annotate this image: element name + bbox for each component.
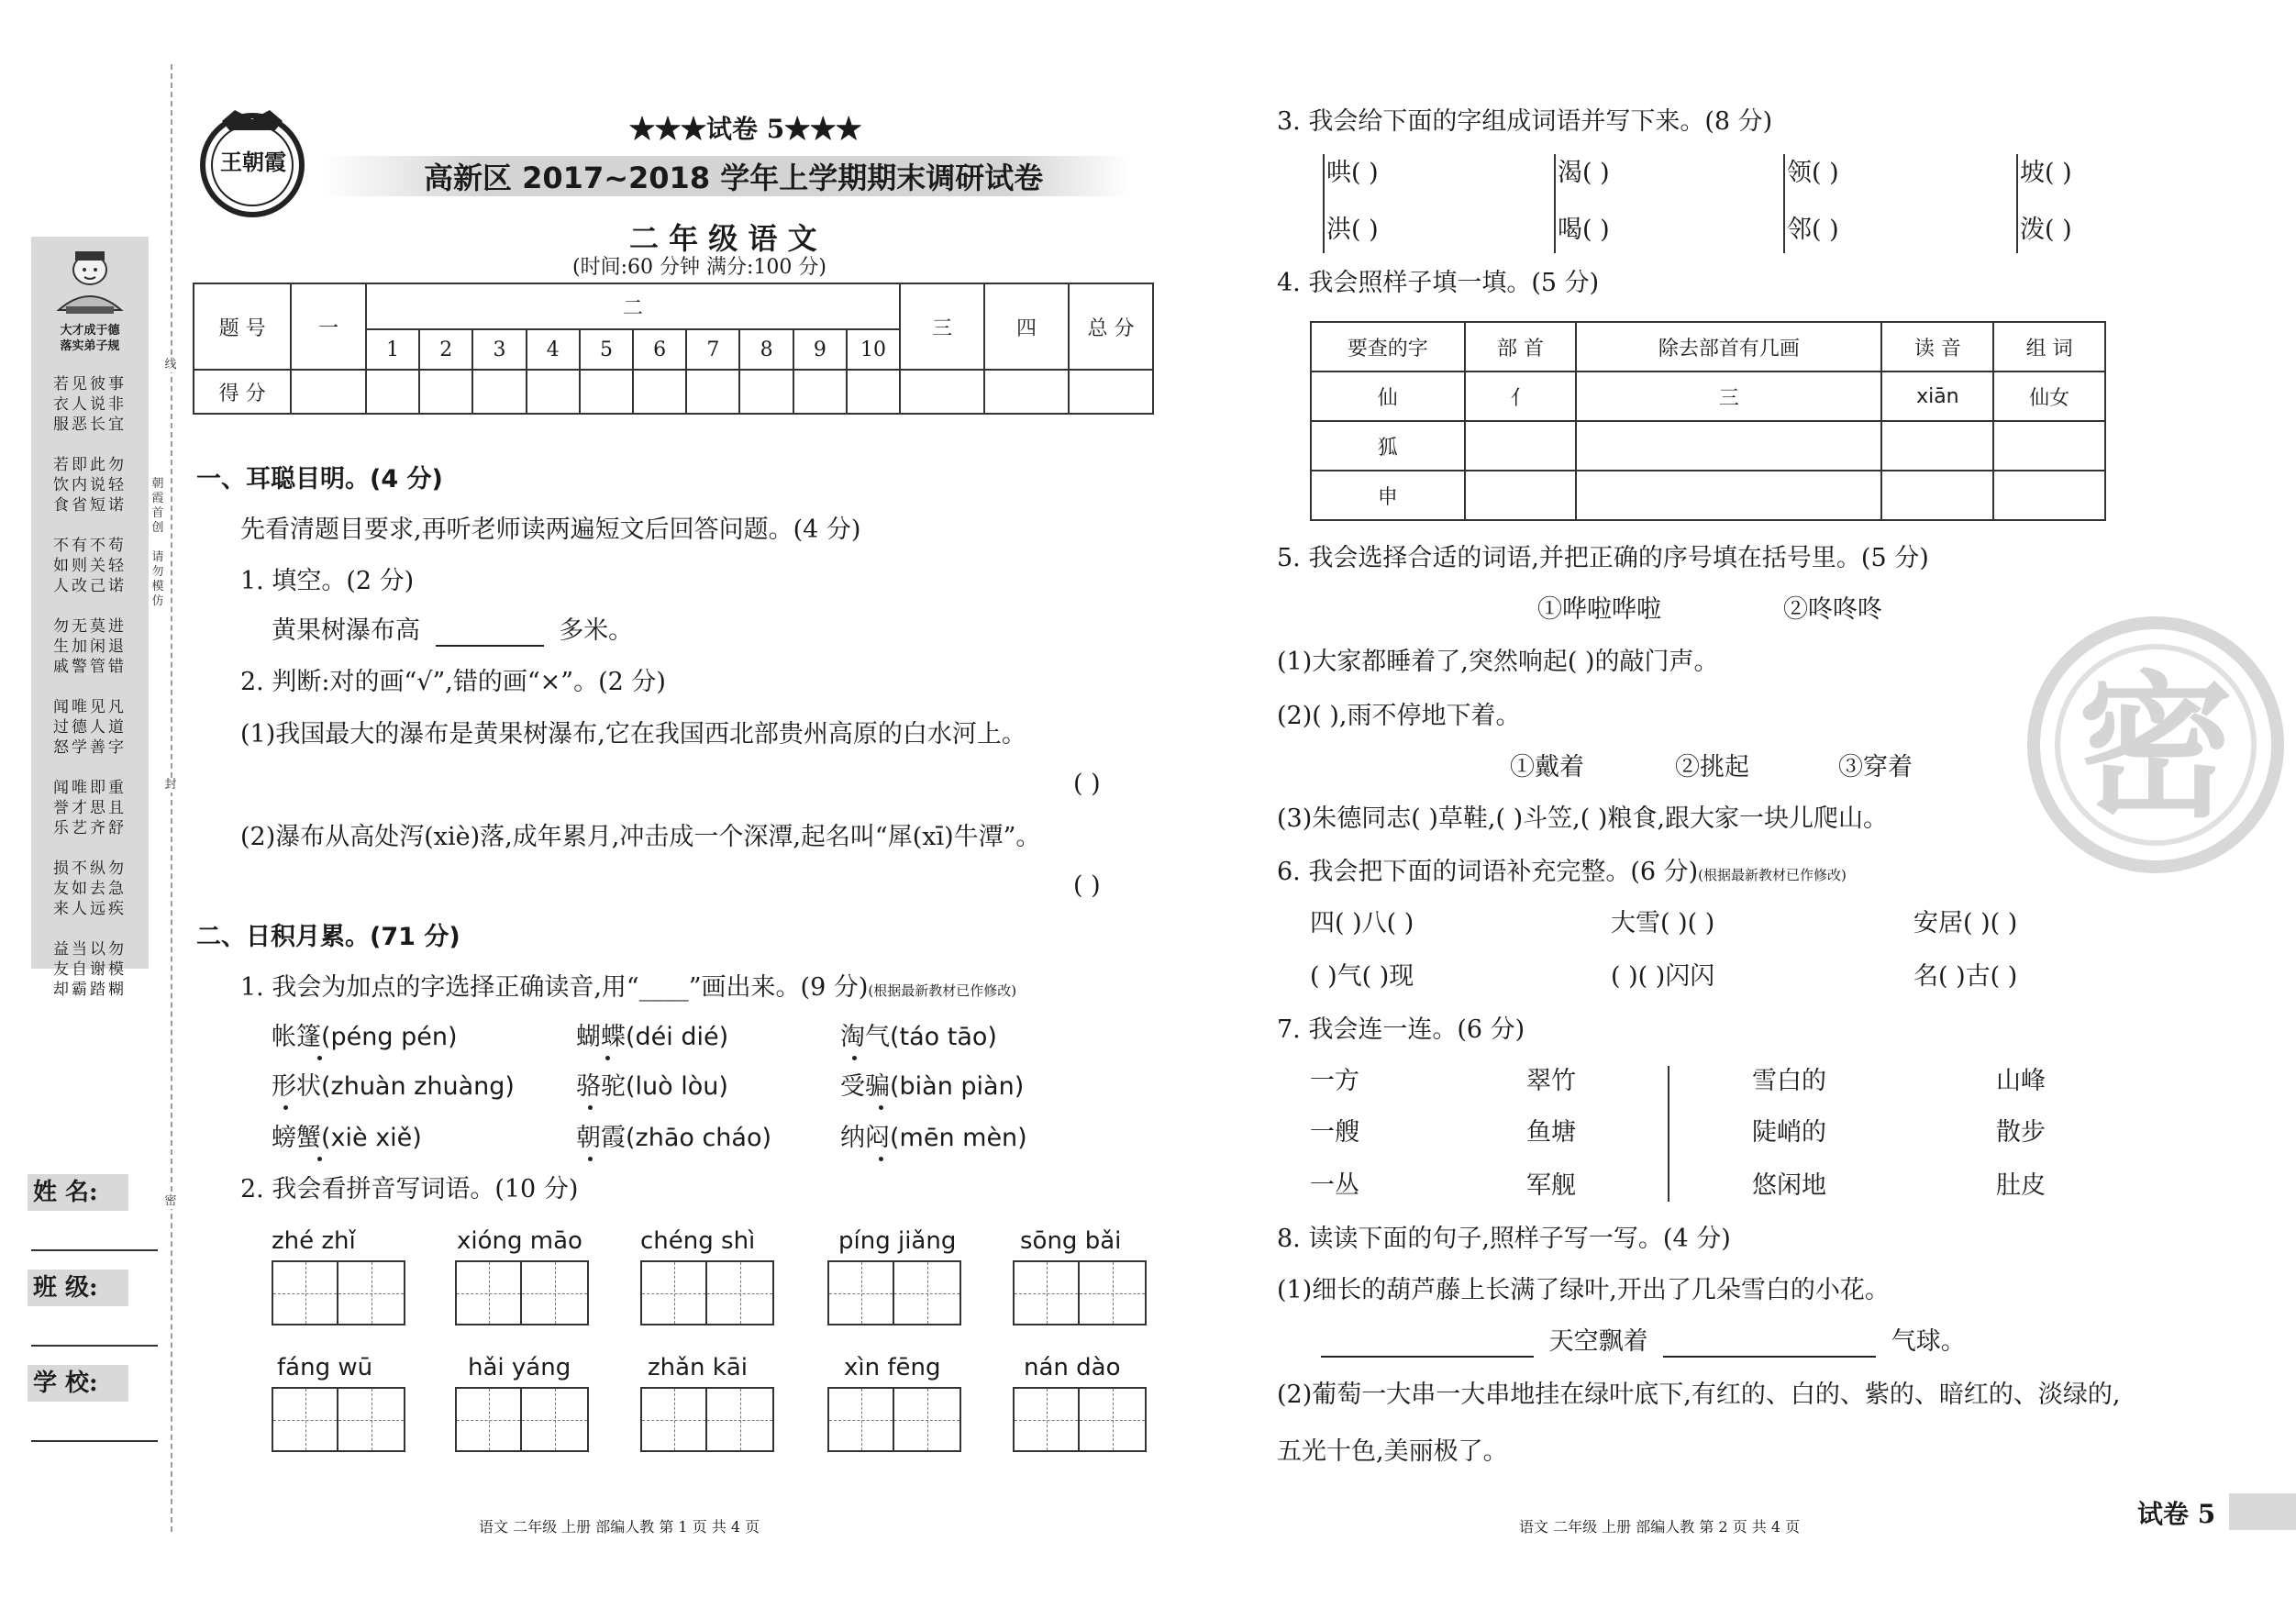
copyright-vertical-text: 朝 霞 首 创 请 勿 模 仿	[151, 477, 164, 608]
reading-item[interactable]: 蝴蝶(déi dié)	[576, 1023, 729, 1051]
q5-option: ①戴着	[1510, 753, 1584, 782]
question-number-label: 题 号	[194, 283, 291, 370]
total-col: 总 分	[1069, 283, 1153, 370]
logo-text: 王朝霞	[220, 149, 286, 175]
scholar-figure	[50, 246, 130, 319]
score-cell[interactable]	[793, 370, 847, 414]
reading-item[interactable]: 纳闷(mēn mèn)	[840, 1124, 1027, 1152]
s2-q1-note: (根据最新教材已作修改)	[868, 982, 1017, 999]
s2-q1-text: 1. 我会为加点的字选择正确读音,用“____”画出来。(9 分)	[240, 973, 869, 1002]
q1-title: 1. 填空。(2 分)	[240, 567, 415, 595]
binding-mark-line: 线	[164, 358, 177, 372]
emphasis-dot	[588, 1157, 593, 1161]
pinyin-label: fáng wū	[277, 1354, 373, 1381]
section-one-intro: 先看清题目要求,再听老师读两遍短文后回答问题。(4 分)	[240, 516, 861, 544]
name-field[interactable]	[31, 1249, 158, 1251]
school-label: 学 校:	[28, 1365, 128, 1402]
match-item[interactable]: 肚皮	[1996, 1171, 2046, 1200]
column-divider	[1783, 154, 1785, 253]
q3-title: 3. 我会给下面的字组成词语并写下来。(8 分)	[1277, 107, 1773, 136]
s2-q1-title	[240, 972, 1016, 1006]
q6-item[interactable]: 大雪( )( )	[1611, 909, 1715, 937]
q6-title	[1277, 857, 1847, 891]
table-cell: 三	[1576, 372, 1881, 421]
q8-text-c: 气球。	[1891, 1327, 1966, 1356]
emphasis-dot	[588, 1105, 593, 1110]
score-cell[interactable]	[580, 370, 633, 414]
q2-item-1: (1)我国最大的瀑布是黄果树瀑布,它在我国西北部贵州高原的白水河上。	[240, 720, 1026, 749]
match-divider	[1668, 1066, 1669, 1202]
binding-mark-secret: 密	[164, 1194, 177, 1208]
exam-title: 高新区 2017~2018 学年上学期期末调研试卷	[424, 161, 1044, 195]
writing-grid[interactable]	[827, 1387, 961, 1452]
q6-note: (根据最新教材已作修改)	[1698, 867, 1847, 883]
q3-item[interactable]: 喝( )	[1558, 216, 1610, 244]
q3-item[interactable]: 洪( )	[1326, 216, 1379, 244]
score-cell[interactable]	[686, 370, 739, 414]
q3-item[interactable]: 渴( )	[1558, 159, 1610, 187]
table-header: 组 词	[1993, 322, 2105, 372]
reading-item[interactable]: 受骗(biàn piàn)	[840, 1072, 1025, 1101]
match-item[interactable]: 一方	[1310, 1067, 1359, 1095]
q1-text-b: 多米。	[559, 616, 634, 645]
reading-item[interactable]: 朝霞(zhāo cháo)	[576, 1124, 772, 1152]
exam-number: ★★★试卷 5★★★	[629, 114, 862, 144]
answer-cell[interactable]	[1993, 471, 2105, 520]
table-cell: xiān	[1881, 372, 1993, 421]
match-item[interactable]: 雪白的	[1752, 1067, 1826, 1095]
q6-item[interactable]: 安居( )( )	[1913, 909, 2018, 937]
q4-title: 4. 我会照样子填一填。(5 分)	[1277, 269, 1600, 297]
writing-grid[interactable]	[455, 1387, 589, 1452]
section-two-title: 二、日积月累。(71 分)	[196, 923, 460, 951]
q7-title: 7. 我会连一连。(6 分)	[1277, 1015, 1525, 1044]
score-cell[interactable]	[527, 370, 580, 414]
section-four-col: 四	[984, 283, 1069, 370]
emphasis-dot	[852, 1056, 857, 1060]
table-cell: 申	[1311, 471, 1465, 520]
match-item[interactable]: 散步	[1996, 1118, 2046, 1147]
writing-grid[interactable]	[272, 1260, 405, 1325]
q8-item-2: (2)葡萄一大串一大串地挂在绿叶底下,有红的、白的、紫的、暗红的、淡绿的,	[1277, 1381, 2121, 1409]
dizigui-poem: 若见彼事 衣人说非 服恶长宜 若即此勿 饮内说轻 食省短诺 不有不苟 如则关轻 人改己诺 勿无莫进 生加闲退 戚警管错 闻唯见凡 过德人道 怒学善字 闻唯即重 誉才思且 乐艺齐舒 损不纵勿 友如去急 来人远疾 益当以勿 友自谢模 却霸踏糊	[53, 375, 127, 999]
sub-col: 6	[633, 329, 686, 370]
score-cell[interactable]	[366, 370, 419, 414]
score-cell[interactable]	[1069, 370, 1153, 414]
section-two-col: 二	[366, 283, 900, 329]
reading-item[interactable]: 骆驼(luò lòu)	[576, 1072, 728, 1101]
sub-col: 8	[739, 329, 793, 370]
q5-option: ①哗啦哗啦	[1537, 595, 1661, 624]
column-divider	[1554, 154, 1556, 253]
class-label: 班 级:	[28, 1270, 128, 1306]
section-one-title: 一、耳聪目明。(4 分)	[196, 465, 443, 494]
dictionary-table	[1310, 321, 2106, 521]
sub-col: 1	[366, 329, 419, 370]
emphasis-dot	[879, 1157, 883, 1161]
pinyin-label: chéng shì	[640, 1227, 756, 1255]
q8-item-2-cont: 五光十色,美丽极了。	[1277, 1437, 1508, 1466]
q5-option: ③穿着	[1838, 753, 1913, 782]
reading-item[interactable]: 帐篷(péng pén)	[272, 1023, 458, 1051]
q2-title: 2. 判断:对的画“√”,错的画“×”。(2 分)	[240, 668, 666, 696]
right-page-footer: 语文 二年级 上册 部编人教 第 2 页 共 4 页	[1519, 1518, 1801, 1536]
table-cell: 狐	[1311, 421, 1465, 471]
match-item[interactable]: 军舰	[1526, 1171, 1576, 1200]
writing-grid[interactable]	[1013, 1387, 1147, 1452]
q5-item-3[interactable]: (3)朱德同志( )草鞋,( )斗笠,( )粮食,跟大家一块儿爬山。	[1277, 804, 1888, 833]
q5-item-1[interactable]: (1)大家都睡着了,突然响起( )的敲门声。	[1277, 648, 1719, 676]
pinyin-label: zhǎn kāi	[648, 1354, 749, 1381]
answer-cell[interactable]	[1881, 421, 1993, 471]
corner-exam-label: 试卷 5	[2137, 1499, 2216, 1529]
class-field[interactable]	[31, 1345, 158, 1347]
q1-blank[interactable]	[436, 623, 544, 647]
answer-cell[interactable]	[1881, 471, 1993, 520]
sub-col: 10	[847, 329, 900, 370]
s2-q2-title: 2. 我会看拼音写词语。(10 分)	[240, 1175, 579, 1203]
q1-text	[272, 616, 633, 647]
writing-grid[interactable]	[827, 1260, 961, 1325]
writing-grid[interactable]	[272, 1387, 405, 1452]
binding-mark-seal: 封	[164, 778, 177, 792]
sub-col: 5	[580, 329, 633, 370]
writing-grid[interactable]	[1013, 1260, 1147, 1325]
score-cell[interactable]	[847, 370, 900, 414]
reading-item[interactable]: 形状(zhuàn zhuàng)	[272, 1072, 515, 1101]
pinyin-label: xióng māo	[457, 1227, 582, 1255]
score-cell[interactable]	[419, 370, 472, 414]
q8-blank[interactable]	[1321, 1334, 1534, 1358]
pinyin-label: zhé zhǐ	[272, 1227, 356, 1255]
sub-col: 9	[793, 329, 847, 370]
subject-title: 二 年 级 语 文	[629, 221, 817, 256]
watermark-stamp-char: 密	[2077, 656, 2234, 839]
pinyin-label: píng jiǎng	[838, 1227, 957, 1255]
q3-item[interactable]: 泼( )	[2020, 216, 2072, 244]
q6-item[interactable]: ( )气( )现	[1310, 962, 1414, 991]
q8-answer-line	[1321, 1326, 1966, 1358]
q5-item-2[interactable]: (2)( ),雨不停地下着。	[1277, 702, 1521, 730]
q3-item[interactable]: 哄( )	[1326, 159, 1379, 187]
sub-col: 7	[686, 329, 739, 370]
q5-option: ②挑起	[1675, 753, 1749, 782]
score-cell[interactable]	[900, 370, 984, 414]
time-info: (时间:60 分钟 满分:100 分)	[572, 256, 826, 279]
q6-item[interactable]: 四( )八( )	[1310, 909, 1414, 937]
score-cell[interactable]	[739, 370, 793, 414]
emphasis-dot	[317, 1056, 322, 1060]
q8-blank[interactable]	[1663, 1334, 1876, 1358]
table-header: 部 首	[1465, 322, 1577, 372]
match-item[interactable]: 山峰	[1996, 1067, 2046, 1095]
q2-answer-1[interactable]: ( )	[1073, 770, 1101, 798]
emphasis-dot	[317, 1157, 322, 1161]
column-divider	[2016, 154, 2018, 253]
match-item[interactable]: 陡峭的	[1752, 1118, 1826, 1147]
score-cell[interactable]	[633, 370, 686, 414]
emphasis-dot	[879, 1105, 883, 1110]
q3-item[interactable]: 领( )	[1787, 159, 1839, 187]
q5-title: 5. 我会选择合适的词语,并把正确的序号填在括号里。(5 分)	[1277, 544, 1929, 572]
answer-cell[interactable]	[1465, 421, 1577, 471]
score-cell[interactable]	[984, 370, 1069, 414]
pinyin-label: hǎi yáng	[468, 1354, 571, 1381]
answer-cell[interactable]	[1465, 471, 1577, 520]
school-field[interactable]	[31, 1440, 158, 1442]
table-cell: 亻	[1465, 372, 1577, 421]
motto-text: 大才成于德 落实弟子规	[60, 324, 120, 353]
match-item[interactable]: 悠闲地	[1752, 1171, 1826, 1200]
sub-col: 3	[472, 329, 526, 370]
writing-grid[interactable]	[455, 1260, 589, 1325]
reading-item[interactable]: 螃蟹(xiè xiě)	[272, 1124, 422, 1152]
score-table	[193, 283, 1154, 415]
table-header: 除去部首有几画	[1576, 322, 1881, 372]
match-item[interactable]: 一艘	[1310, 1118, 1359, 1147]
match-item[interactable]: 翠竹	[1526, 1067, 1576, 1095]
pinyin-label: xìn fēng	[844, 1354, 941, 1381]
q2-item-2: (2)瀑布从高处泻(xiè)落,成年累月,冲击成一个深潭,起名叫“犀(xī)牛潭”。	[240, 823, 1041, 851]
match-item[interactable]: 鱼塘	[1526, 1118, 1576, 1147]
column-divider	[1323, 154, 1325, 253]
q6-item[interactable]: 名( )古( )	[1913, 962, 2018, 991]
answer-cell[interactable]	[1576, 421, 1881, 471]
binding-dashed-line	[171, 64, 172, 1532]
q6-item[interactable]: ( )( )闪闪	[1611, 962, 1715, 991]
reading-item[interactable]: 淘气(táo tāo)	[840, 1023, 997, 1051]
corner-tab	[2229, 1493, 2296, 1530]
left-page-footer: 语文 二年级 上册 部编人教 第 1 页 共 4 页	[479, 1518, 760, 1536]
writing-grid[interactable]	[640, 1260, 774, 1325]
sub-col: 2	[419, 329, 472, 370]
q3-item[interactable]: 坡( )	[2020, 159, 2072, 187]
sub-col: 4	[527, 329, 580, 370]
answer-cell[interactable]	[1576, 471, 1881, 520]
match-item[interactable]: 一丛	[1310, 1171, 1359, 1200]
table-cell: 仙	[1311, 372, 1465, 421]
q5-option: ②咚咚咚	[1783, 595, 1882, 624]
emphasis-dot	[605, 1056, 610, 1060]
q8-item-1: (1)细长的葫芦藤上长满了绿叶,开出了几朵雪白的小花。	[1277, 1276, 1890, 1304]
q3-item[interactable]: 邻( )	[1787, 216, 1839, 244]
pinyin-label: sōng bǎi	[1020, 1227, 1122, 1255]
score-row-label: 得 分	[194, 370, 291, 414]
q2-answer-2[interactable]: ( )	[1073, 871, 1101, 900]
score-cell[interactable]	[291, 370, 366, 414]
table-header: 读 音	[1881, 322, 1993, 372]
q8-title: 8. 读读下面的句子,照样子写一写。(4 分)	[1277, 1225, 1731, 1253]
name-label: 姓 名:	[28, 1174, 128, 1211]
pinyin-label: nán dào	[1024, 1354, 1121, 1381]
answer-cell[interactable]	[1993, 421, 2105, 471]
emphasis-dot	[283, 1105, 288, 1110]
q8-text-b: 天空飘着	[1548, 1327, 1648, 1356]
q6-text: 6. 我会把下面的词语补充完整。(6 分)	[1277, 858, 1699, 886]
table-cell: 仙女	[1993, 372, 2105, 421]
score-cell[interactable]	[472, 370, 526, 414]
q1-text-a: 黄果树瀑布高	[272, 616, 420, 645]
table-header: 要查的字	[1311, 322, 1465, 372]
section-three-col: 三	[900, 283, 984, 370]
writing-grid[interactable]	[640, 1387, 774, 1452]
section-one-col: 一	[291, 283, 366, 370]
